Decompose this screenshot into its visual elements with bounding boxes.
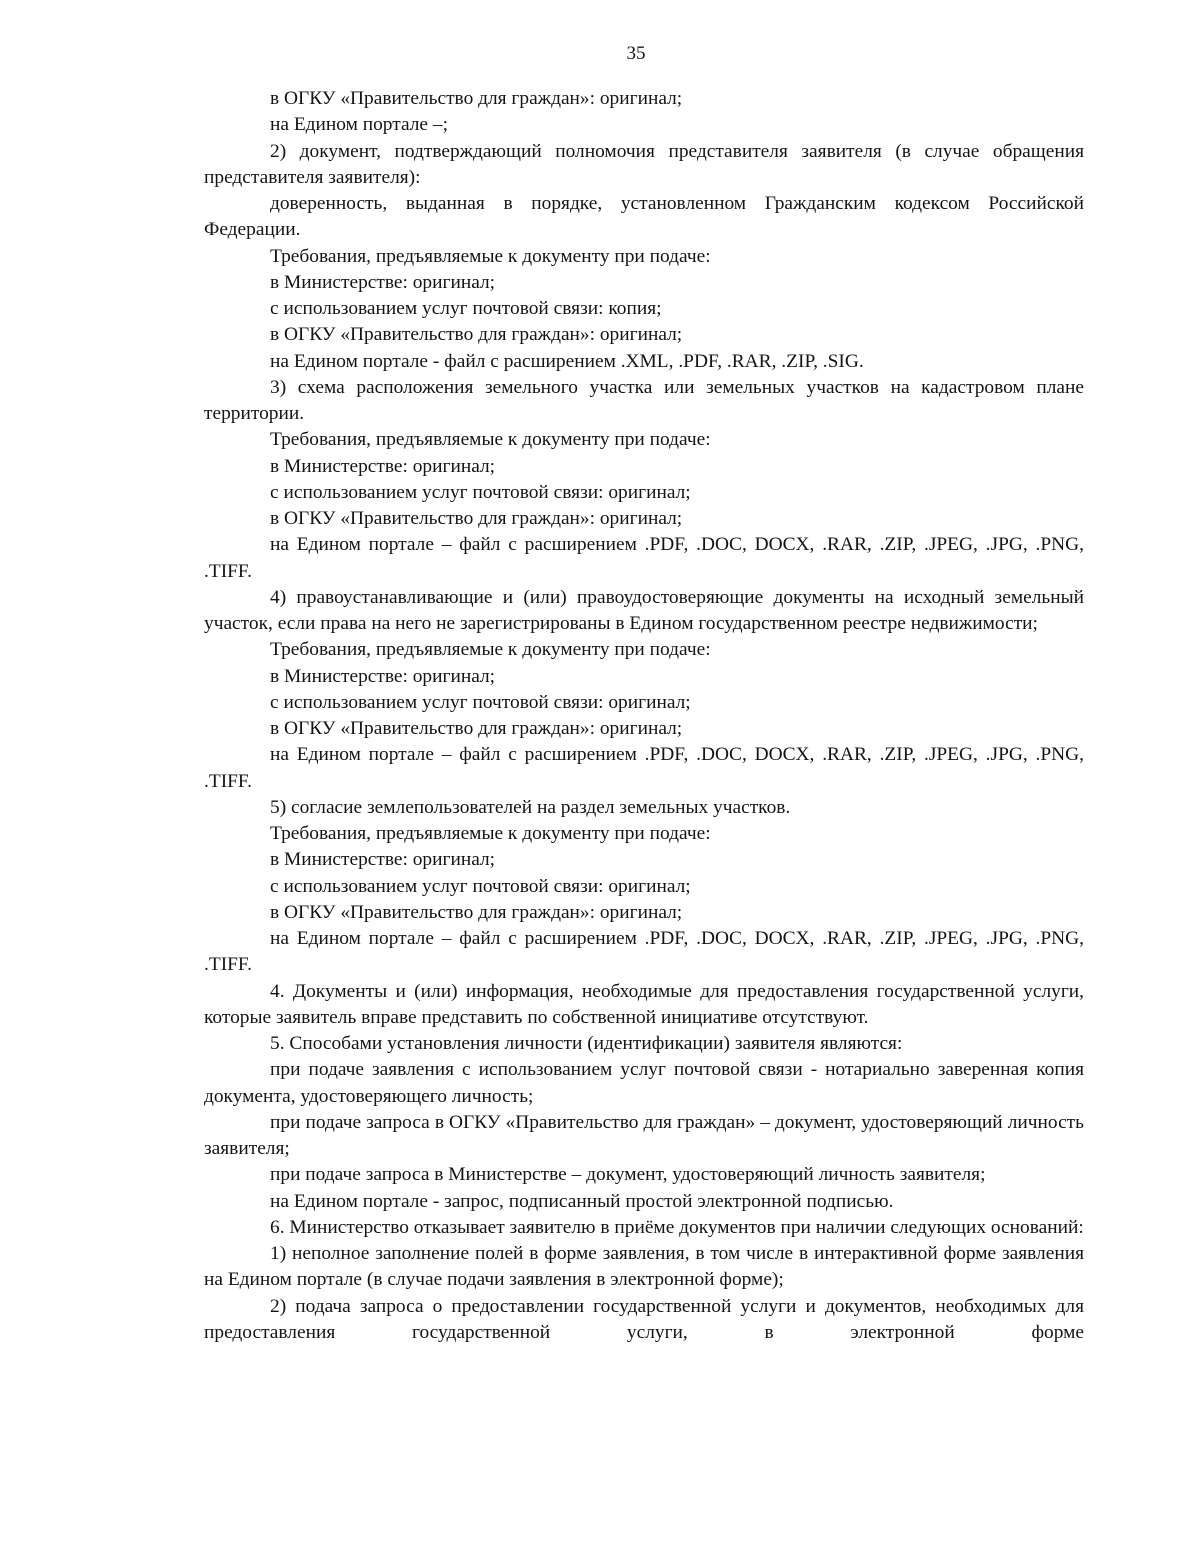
paragraph: Требования, предъявляемые к документу при подаче: xyxy=(270,639,711,661)
paragraph: в ОГКУ «Правительство для граждан»: оригинал; xyxy=(270,718,683,739)
paragraph: 4. Документы и (или) информация, необходимые для предоставления государственной услуги, которые заявитель вправе представить по собственной инициативе отсутствуют. xyxy=(204,980,1084,1028)
paragraph: на Едином портале - файл с расширением .XML, .PDF, .RAR, .ZIP, .SIG. xyxy=(270,350,864,372)
paragraph: с использованием услуг почтовой связи: оригинал; xyxy=(270,481,691,503)
paragraph: на Едином портале – файл с расширением .PDF, .DOC, DOCX, .RAR, .ZIP, .JPEG, .JPG, .PNG, .TIFF. xyxy=(204,534,1084,582)
paragraph: при подаче запроса в Министерстве – документ, удостоверяющий личность заявителя; xyxy=(270,1164,986,1186)
paragraph: в ОГКУ «Правительство для граждан»: оригинал; xyxy=(270,508,683,529)
paragraph: 2) документ, подтверждающий полномочия представителя заявителя (в случае обращения представителя заявителя): xyxy=(204,140,1084,188)
paragraph: в Министерстве: оригинал; xyxy=(270,849,496,871)
paragraph: с использованием услуг почтовой связи: оригинал; xyxy=(270,691,691,713)
paragraph: на Едином портале – файл с расширением .PDF, .DOC, DOCX, .RAR, .ZIP, .JPEG, .JPG, .PNG, .TIFF. xyxy=(204,928,1084,976)
paragraph: в ОГКУ «Правительство для граждан»: оригинал; xyxy=(270,324,683,346)
paragraph: 6. Министерство отказывает заявителю в приёме документов при наличии следующих оснований: xyxy=(270,1216,1084,1238)
paragraph: при подаче запроса в ОГКУ «Правительство для граждан» – документ, удостоверяющий личность заявителя; xyxy=(204,1111,1084,1159)
paragraph: в ОГКУ «Правительство для граждан»: оригинал; xyxy=(270,88,683,109)
paragraph: с использованием услуг почтовой связи: копия; xyxy=(270,298,662,319)
paragraph: 1) неполное заполнение полей в форме заявления, в том числе в интерактивной форме заявления на Едином портале (в случае подачи заявления в электронной форме); xyxy=(204,1243,1084,1291)
paragraph: 2) подача запроса о предоставлении государственной услуги и документов, необходимых для предоставления государственной услуги, в электронной форме xyxy=(204,1295,1084,1343)
paragraph: доверенность, выданная в порядке, установленном Гражданским кодексом Российской Федерации. xyxy=(204,193,1084,241)
paragraph: при подаче заявления с использованием услуг почтовой связи - нотариально заверенная копия документа, удостоверяющего личность; xyxy=(204,1059,1084,1107)
paragraph: 4) правоустанавливающие и (или) правоудостоверяющие документы на исходный земельный участок, если права на него не зарегистрированы в Едином государственном реестре недвижимости; xyxy=(204,586,1084,634)
paragraph: 5) согласие землепользователей на раздел земельных участков. xyxy=(270,796,791,818)
paragraph: в ОГКУ «Правительство для граждан»: оригинал; xyxy=(270,901,683,923)
paragraph: Требования, предъявляемые к документу при подаче: xyxy=(270,429,711,451)
paragraph: 5. Способами установления личности (идентификации) заявителя являются: xyxy=(270,1033,903,1054)
paragraph: с использованием услуг почтовой связи: оригинал; xyxy=(270,875,691,897)
paragraph: Требования, предъявляемые к документу при подаче: xyxy=(270,245,711,267)
paragraph: на Едином портале – файл с расширением .PDF, .DOC, DOCX, .RAR, .ZIP, .JPEG, .JPG, .PNG, .TIFF. xyxy=(204,744,1084,792)
paragraph: на Едином портале –; xyxy=(270,114,448,136)
document-body xyxy=(204,86,1084,1346)
paragraph: Требования, предъявляемые к документу при подаче: xyxy=(270,823,711,844)
paragraph: в Министерстве: оригинал; xyxy=(270,455,496,477)
page-number: 35 xyxy=(626,43,646,64)
paragraph: 3) схема расположения земельного участка или земельных участков на кадастровом плане территории. xyxy=(204,376,1084,424)
paragraph: в Министерстве: оригинал; xyxy=(270,665,496,687)
paragraph: на Едином портале - запрос, подписанный простой электронной подписью. xyxy=(270,1190,894,1212)
paragraph: в Министерстве: оригинал; xyxy=(270,271,496,293)
